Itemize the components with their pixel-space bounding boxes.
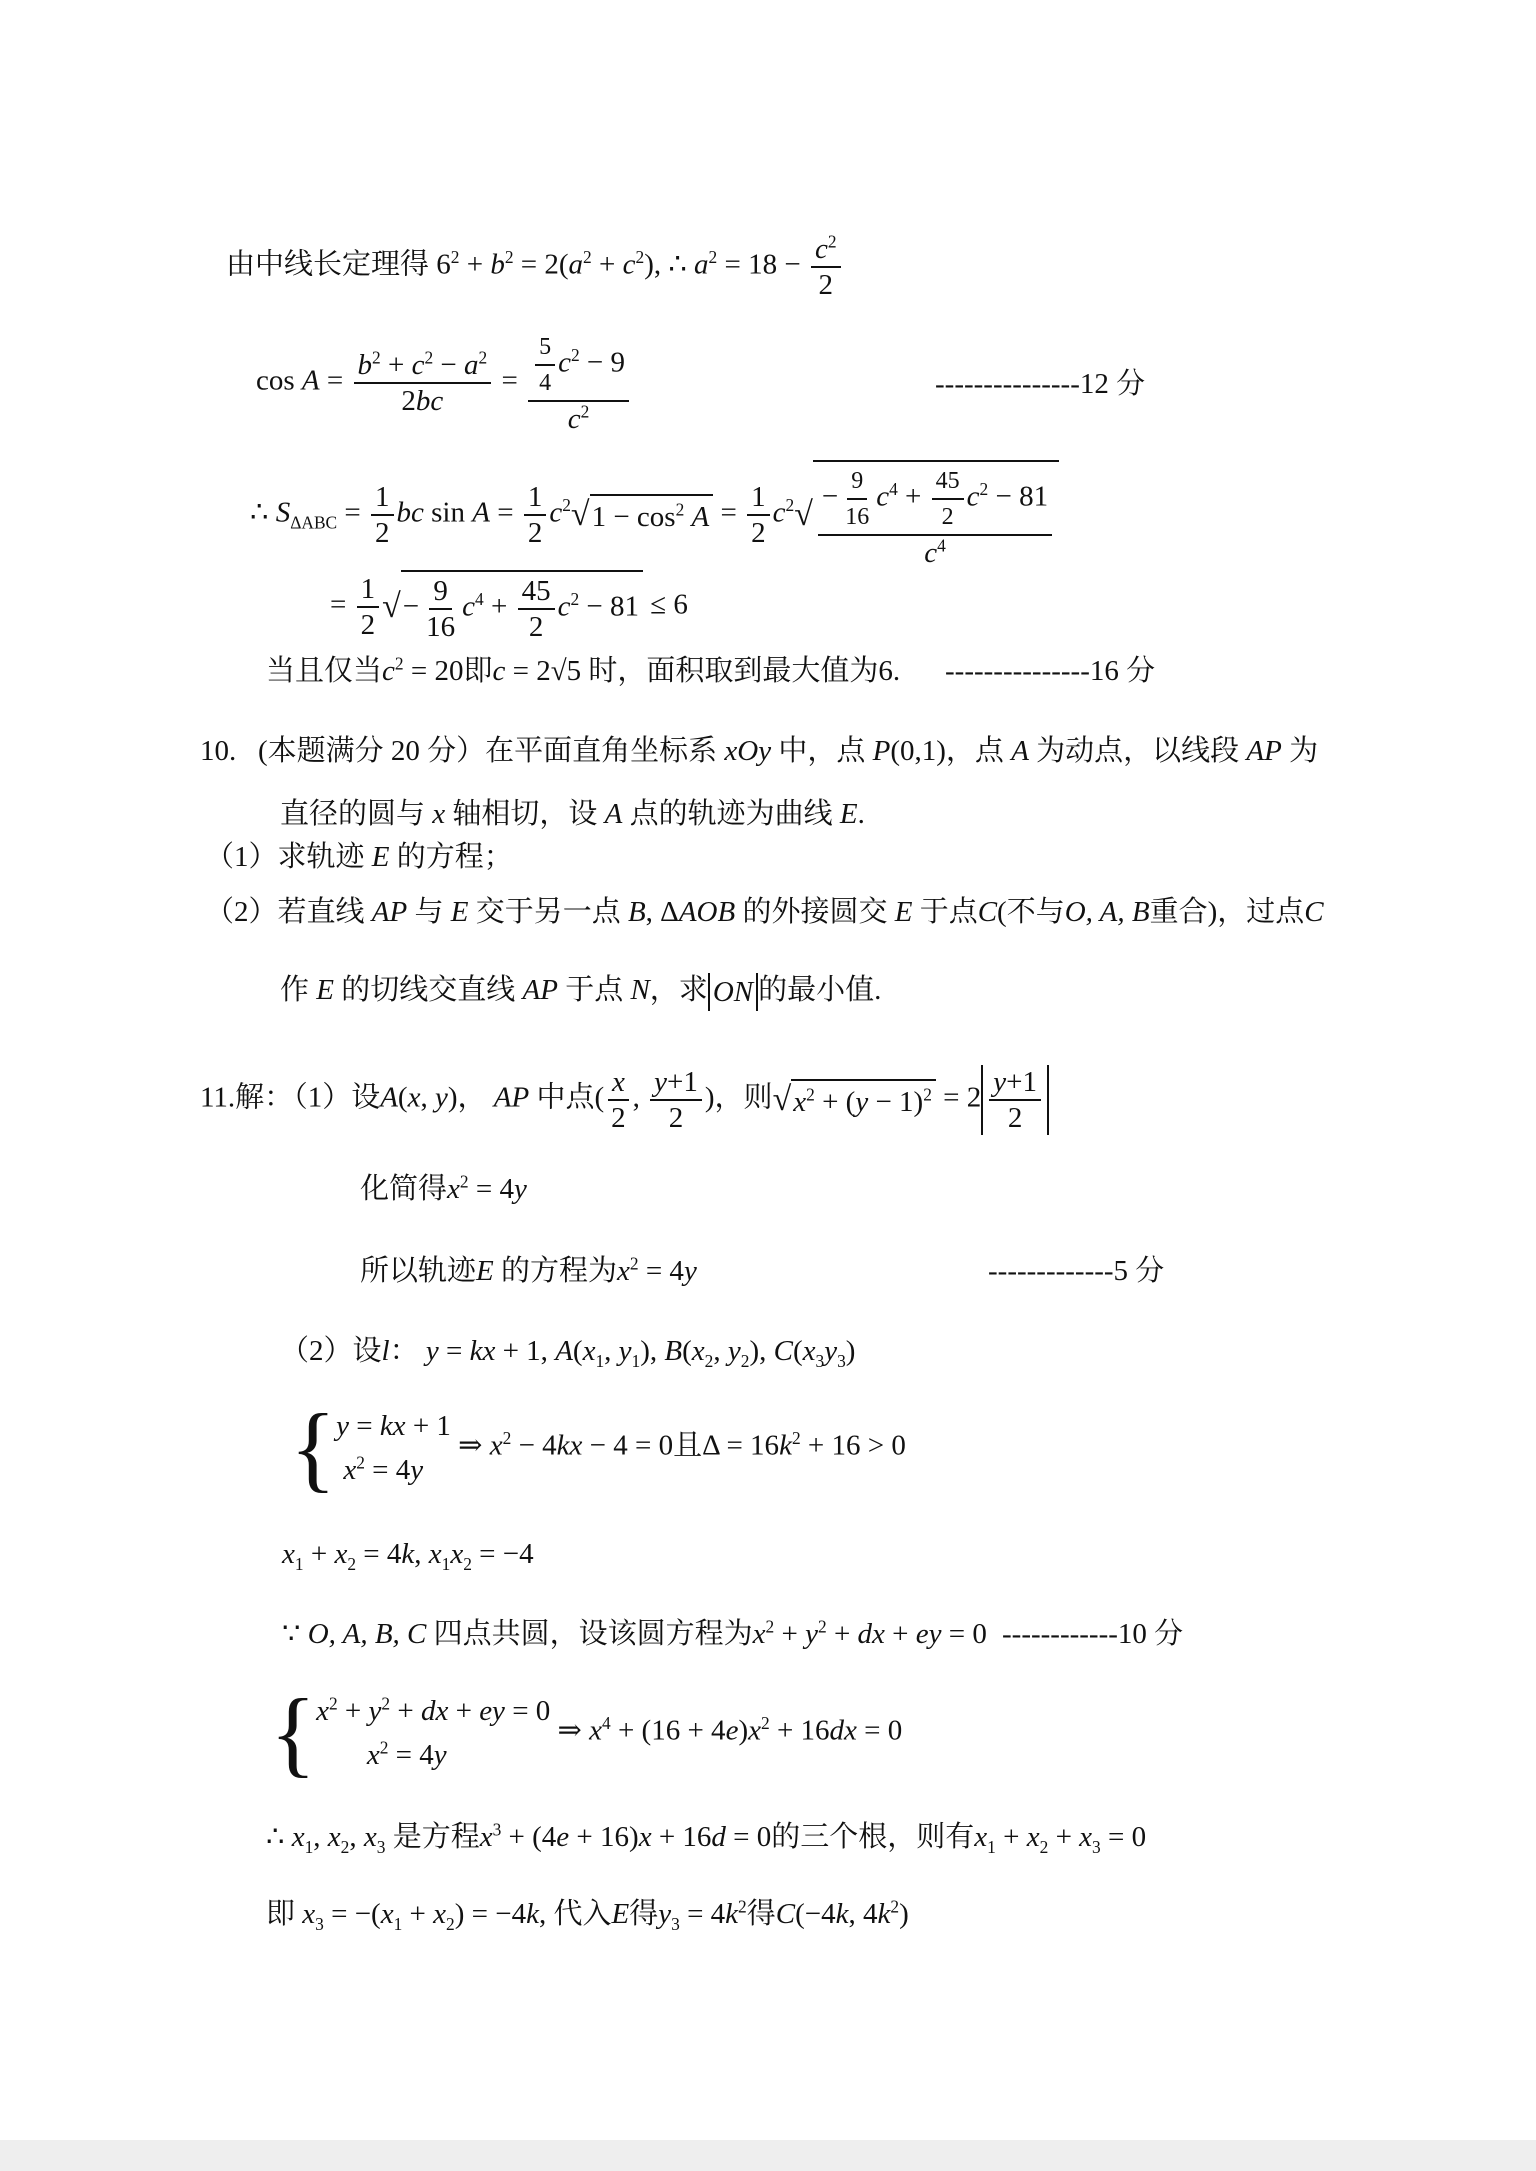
s11-simplify: 化简得	[360, 1173, 448, 1205]
p10-text-d: 为动点，以线段	[1036, 735, 1240, 767]
p10-line2-b: 轴相切，设	[452, 798, 598, 830]
s11-get2: 得	[746, 1898, 776, 1930]
p10-text-e: 为	[1289, 735, 1319, 767]
s11-roots-a: 是方程	[392, 1821, 480, 1853]
p10-line2-a: 直径的圆与	[280, 798, 426, 830]
problem10-part2-line1: （2）若直线 AP 与 E 交于另一点 B, ΔAOB 的外接圆交 E 于点C(不与O, A, B重合)，过点C	[205, 896, 1324, 928]
p10-part2l2-a: 作	[280, 974, 310, 1006]
p10-part2-e: 于点	[919, 896, 978, 928]
score-16: ---------------16 分	[945, 655, 1156, 687]
system-equations-2: { $x^2 + y^2$ + dx + ey = 0 $x^2 = 4y$ ⇒ $x^4 + (16 + 4e)x^2 + 16dx = 0$	[270, 1679, 903, 1786]
median-theorem-line: 由中线长定理得 $6^2 + b^2 = 2(a^2 + c^2)$, ∴ $a^2 = 18$ − $\frac{c^2}{2}$	[226, 232, 844, 302]
p10-part2-g: 重合)，过点	[1149, 896, 1305, 928]
solution11-number: 11.解：	[200, 1081, 294, 1114]
score-5: -------------5 分	[988, 1255, 1165, 1287]
score-12: ---------------12 分	[935, 368, 1146, 400]
problem10-line2: 直径的圆与 x 轴相切，设 A 点的轨迹为曲线 E.	[280, 798, 865, 830]
c-coordinates-line: 即 $x_3 = -(x_1 + x_2) = -4k$, 代入E得$y_3 = 4k^2$得C(−4k, $4k^2$)	[266, 1896, 909, 1934]
p10-part2l2-b: 的切线交直线	[341, 974, 516, 1006]
s11-roots-b: 的三个根，则有	[771, 1821, 975, 1853]
median-theorem-text: 由中线长定理得	[226, 248, 430, 281]
p10-line2-c: 点的轨迹为曲线	[629, 798, 833, 830]
setup-line: （2）设l： y = kx + 1, $A(x_1$, $y_1$), $B(x_2$, $y_2$), $C(x_3y_3)$	[280, 1335, 856, 1371]
bottom-strip	[0, 2140, 1536, 2171]
s11-substitute: 代入	[553, 1898, 612, 1930]
p10-text-a: (本题满分 20 分）在平面直角坐标系	[258, 735, 718, 767]
problem10-line1: 10. (本题满分 20 分）在平面直角坐标系 xOy 中，点 P(0,1)，点 A 为动点，以线段 AP 为	[200, 735, 1319, 767]
s11-step1-a: （1）设	[293, 1081, 381, 1114]
simplify-line: 化简得$x^2 = 4y$	[360, 1171, 527, 1205]
problem10-part1: （1）求轨迹 E 的方程；	[205, 841, 513, 873]
p10-part2l2-c: 于点	[565, 974, 624, 1006]
equality-mid: 即	[463, 655, 493, 687]
s11-get: 得	[629, 1898, 659, 1930]
p10-part1-b: 的方程；	[396, 841, 513, 873]
max-area-line: 当且仅当$c^2 = 20$即c = 2√5 时，面积取到最大值为6.	[266, 653, 901, 687]
p10-part1-a: （1）求轨迹	[205, 841, 365, 873]
s11-conclusion-a: 所以轨迹	[360, 1255, 477, 1287]
p10-part2l2-e: 的最小值.	[758, 974, 882, 1006]
s11-step2: （2）设	[280, 1335, 382, 1367]
p10-part2-c: 交于另一点	[475, 896, 621, 928]
cos-a-formula: cos A = $\frac{b^2 + c^2 - a^2}{2bc}$ = $\frac{5}{4}$ $c^2 - 9$ $c^2$	[256, 330, 632, 436]
p10-part2l2-d: ，求	[649, 974, 708, 1006]
s11-step1-b: 中点	[536, 1081, 595, 1114]
p10-text-b: 中，点	[778, 735, 866, 767]
vieta-line: $x_1 + x_2 = 4k$, $x_1x_2 = -4$	[282, 1538, 534, 1574]
s11-and: 且	[673, 1429, 703, 1462]
cyclic-line: ∵ O, A, B, C 四点共圆，设该圆方程为$x^2 + y^2$ + dx + ey = 0	[282, 1616, 987, 1650]
area-simplified: = $\frac{1}{2}$ √− $\frac{9}{16}$ $c^4$ + $\frac{45}{2}$ $c^2 - 81 \le 6$	[330, 570, 688, 644]
trajectory-equation: 所以轨迹E 的方程为$x^2 = 4y$	[360, 1253, 697, 1287]
s11-conclusion-b: 的方程为	[500, 1255, 617, 1287]
p10-part2-b: 与	[414, 896, 444, 928]
problem10-number: 10.	[200, 735, 237, 767]
p10-part2-d: 的外接圆交	[742, 896, 888, 928]
system-equations-1: { y = kx + 1 $x^2 = 4y$ ⇒ $x^2 - 4kx - 4 = 0$且$\Delta = 16k^2 + 16 > 0$	[290, 1394, 906, 1501]
p10-text-c: ，点	[945, 735, 1004, 767]
max-value: 6	[878, 655, 893, 687]
solution11-step1: 11.解：（1）设A(x, y)， AP 中点( $\frac{x}{2}$ , $\frac{y+1}{2}$ )，则$√x^2 + (y - 1)^2 = 2$ $\frac{y+1}{2}$	[200, 1065, 1049, 1135]
area-formula: ∴ $S_{\Delta ABC}$ = $\frac{1}{2}$ bc sin A = $\frac{1}{2}$ $c^2√1 - \cos^2 A$ = $\frac{1}{2}$ $c^2√$ − $\frac{9}{16}$ $c^4$ + $\frac{45}{2}$ $c^2 - 81$ $c^4$	[250, 460, 1059, 570]
p10-part2-a: （2）若直线	[205, 896, 365, 928]
problem10-part2-line2: 作 E 的切线交直线 AP 于点 N，求 ON 的最小值.	[280, 971, 881, 1011]
cubic-roots-line: ∴ $x_1$, $x_2$, $x_3$ 是方程$x^3 + (4e + 16)x + 16d = 0$的三个根，则有$x_1 + x_2 + x_3 = 0$	[266, 1819, 1147, 1857]
equality-prefix: 当且仅当	[266, 655, 383, 687]
s11-cyclic: 四点共圆，设该圆方程为	[433, 1618, 753, 1650]
equality-suffix: 时，面积取到最大值为	[588, 655, 879, 687]
p10-part2-f: (不与	[997, 896, 1065, 928]
s11-that-is: 即	[266, 1898, 296, 1930]
score-10: ------------10 分	[1002, 1618, 1184, 1650]
s11-step1-c: ，则	[714, 1081, 773, 1114]
